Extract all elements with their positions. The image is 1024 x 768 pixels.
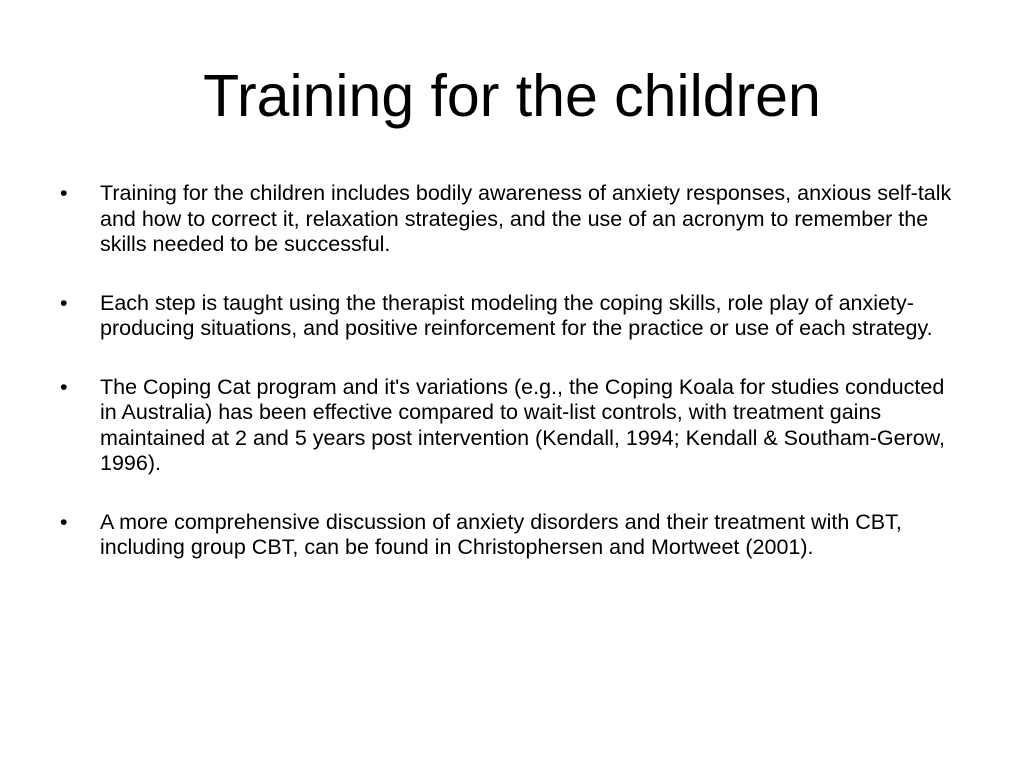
bullet-text: The Coping Cat program and it's variations (e.g., the Coping Koala for studies conducted in Australia) has been effective compared to wait-list controls, with treatment gains maintained at 2 and 5 years post intervention (Kendall, 1994; Kendall & Southam-Gerow, 1996). [100,374,945,475]
bullet-item [56,181,966,258]
bullet-icon: • [60,509,68,534]
slide-title: Training for the children [203,63,821,129]
bullet-item [56,510,966,561]
bullet-item [56,291,966,342]
bullet-text: Training for the children includes bodily awareness of anxiety responses, anxious self-talk and how to correct it, relaxation strategies, and the use of an acronym to remember the skills needed to be successful. [100,181,952,256]
bullet-item [56,375,966,477]
bullet-text: Each step is taught using the therapist modeling the coping skills, role play of anxiety-producing situations, and positive reinforcement for the practice or use of each strategy. [100,290,933,340]
bullet-icon: • [60,181,68,205]
bullet-list [56,181,966,594]
bullet-text: A more comprehensive discussion of anxiety disorders and their treatment with CBT, including group CBT, can be found in Christophersen and Mortweet (2001). [100,509,902,559]
bullet-icon: • [60,374,68,399]
bullet-icon: • [60,290,68,315]
